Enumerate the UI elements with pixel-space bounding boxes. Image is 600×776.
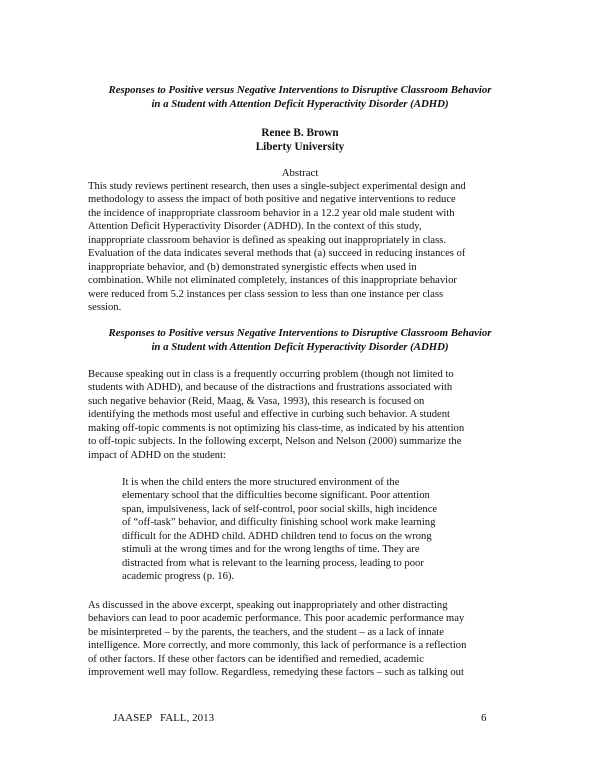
text-line: This study reviews pertinent research, then uses a single-subject experimental design and — [88, 181, 466, 192]
quote-line: span, impulsiveness, lack of self-control, poor social skills, high incidence — [122, 503, 438, 515]
discussion-paragraph — [88, 599, 518, 680]
text-line: Attention Deficit Hyperactivity Disorder (ADHD). In the context of this study, — [88, 221, 422, 233]
text-line: the incidence of inappropriate classroom behavior in a 12.2 year old male student with — [88, 207, 455, 219]
text-line: were reduced from 5.2 instances per class session to less than one instance per class — [88, 288, 444, 300]
text-line: making off-topic comments is not optimizing his class-time, as indicated by his attention — [88, 422, 465, 434]
text-line: As discussed in the above excerpt, speaking out inappropriately and other distracting — [88, 600, 448, 611]
abstract-heading: Abstract — [281, 167, 319, 179]
text-line: Evaluation of the data indicates several methods that (a) succeed in reducing instances of — [88, 248, 466, 260]
abstract-body — [88, 180, 518, 315]
body-title — [40, 327, 560, 354]
quote-line: difficult for the ADHD child. ADHD children tend to focus on the wrong — [122, 530, 432, 542]
text-line: inappropriate behavior, and (b) demonstrated synergistic effects when used in — [88, 261, 417, 273]
text-line: be misinterpreted – by the parents, the teachers, and the student – as a lack of innate — [88, 626, 444, 638]
text-line: Because speaking out in class is a frequently occurring problem (though not limited to — [88, 369, 454, 380]
author-name: Renee B. Brown — [261, 127, 339, 139]
title-line: in a Student with Attention Deficit Hyperactivity Disorder (ADHD) — [151, 97, 449, 110]
quote-line: elementary school that the difficulties become significant. Poor attention — [122, 490, 430, 502]
page-number: 6 — [481, 712, 487, 724]
quote-line: It is when the child enters the more structured environment of the — [122, 477, 400, 488]
text-line: identifying the methods most useful and effective in curbing such behavior. A student — [88, 409, 450, 421]
title-line: Responses to Positive versus Negative Interventions to Disruptive Classroom Behavior — [108, 84, 492, 96]
block-quote — [122, 476, 512, 584]
paper-title — [40, 84, 560, 111]
quote-line: distracted from what is relevant to the learning process, leading to poor — [122, 557, 424, 569]
text-line: impact of ADHD on the student: — [88, 449, 226, 461]
title-line: Responses to Positive versus Negative Interventions to Disruptive Classroom Behavior — [108, 327, 492, 339]
text-line: intelligence. More correctly, and more commonly, this lack of performance is a reflection — [88, 640, 467, 652]
text-line: behaviors can lead to poor academic performance. This poor academic performance may — [88, 613, 465, 625]
quote-line: academic progress (p. 16). — [122, 571, 235, 583]
text-line: such negative behavior (Reid, Maag, & Vasa, 1993), this research is focused on — [88, 395, 425, 407]
quote-line: of “off-task” behavior, and difficulty finishing school work make learning — [122, 517, 436, 529]
text-line: improvement well may follow. Regardless, remedying these factors – such as talking out — [88, 667, 464, 679]
text-line: session. — [88, 302, 122, 314]
title-line: in a Student with Attention Deficit Hyperactivity Disorder (ADHD) — [151, 340, 449, 353]
text-line: students with ADHD), and because of the distractions and frustrations associated with — [88, 382, 453, 394]
footer-journal: JAASEP FALL, 2013 — [113, 712, 215, 724]
intro-paragraph — [88, 368, 518, 462]
author-affiliation: Liberty University — [255, 140, 345, 153]
author-block — [40, 127, 560, 154]
text-line: combination. While not eliminated completely, instances of this inappropriate behavior — [88, 275, 457, 287]
text-line: of other factors. If these other factors can be identified and remedied, academic — [88, 653, 424, 665]
text-line: to off-topic subjects. In the following excerpt, Nelson and Nelson (2000) summarize the — [88, 436, 462, 448]
text-line: inappropriate classroom behavior is defined as speaking out inappropriately in class. — [88, 234, 447, 246]
quote-line: stimuli at the wrong times and for the wrong lengths of time. They are — [122, 544, 420, 556]
text-line: methodology to assess the impact of both positive and negative interventions to reduce — [88, 194, 456, 206]
